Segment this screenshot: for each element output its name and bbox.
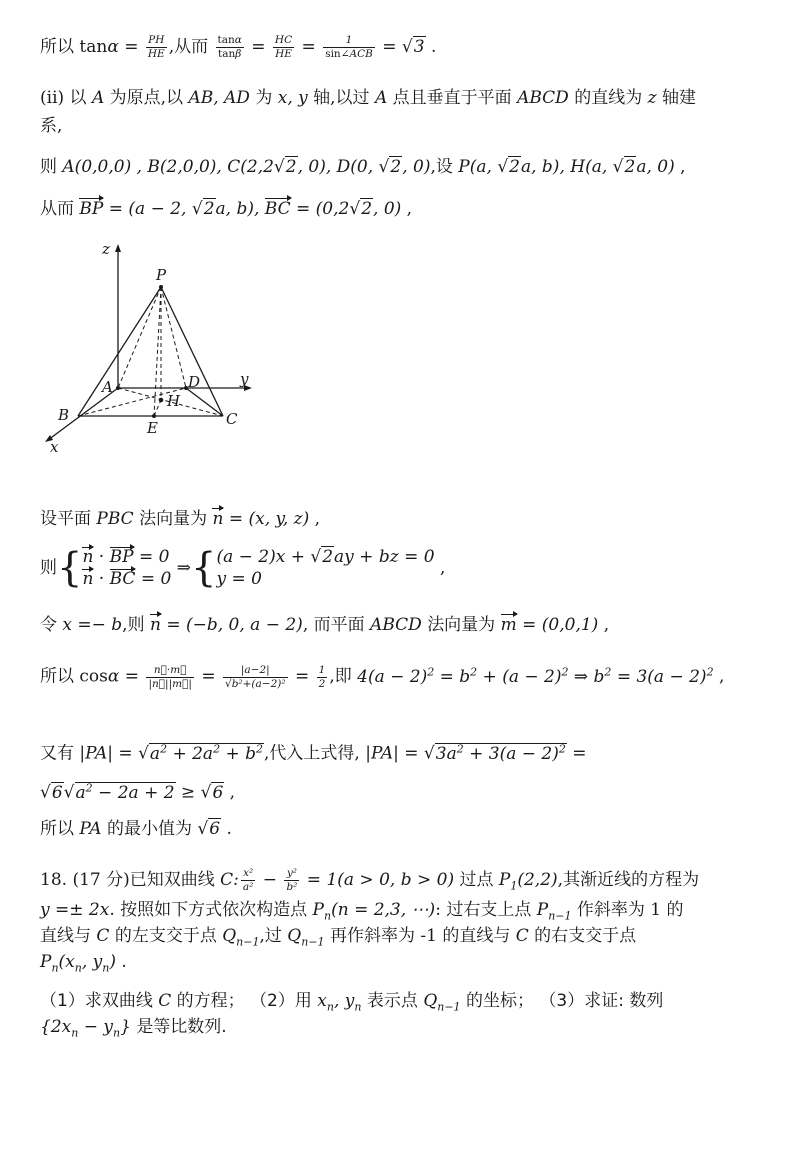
- brace-left-2: {: [190, 545, 217, 591]
- edge-cd: [186, 388, 223, 416]
- point-h: [159, 398, 164, 403]
- q18-line-4: $P_n(x_n$, $y_n$) .: [40, 952, 127, 975]
- cos-line: 所以 cosα = $\frac{n⃗\cdot m⃗}{|n⃗||m⃗|}$ = $\frac{|a-2|}{\text{√b²+(a−2)²}}$ = $\frac{1}{2}$ ,即 $4(a - 2)^2 = b^2 + (a - 2)^2$ ⇒ $b^2 = 3(a - 2)^2$ ,: [40, 663, 725, 690]
- text-q18-slope-neg: 再作斜率为 -1 的直线与: [329, 926, 511, 946]
- edge-pd: [161, 287, 186, 388]
- text-q18-part3: （3）求证: 数列: [539, 991, 664, 1011]
- point-e: [152, 414, 156, 418]
- math-tan: tanα: [79, 37, 119, 57]
- text-plane-prefix: 设平面: [40, 509, 91, 529]
- text-q18-pass: 过点: [459, 870, 494, 890]
- text-q18-part2c: 的坐标；: [465, 991, 534, 1011]
- label-e: E: [147, 419, 158, 437]
- text-ii-sys: 系,: [40, 116, 63, 136]
- min-line: 所以 PA 的最小值为 √6 .: [40, 819, 232, 839]
- text-q18-left: 的左支交于点: [114, 926, 217, 946]
- point-a: [116, 386, 120, 390]
- text-ii-axes: 为: [255, 88, 273, 108]
- text-from-then: 从而: [40, 199, 74, 219]
- text-also: 又有: [40, 743, 74, 764]
- text-min-mid: 的最小值为: [106, 819, 192, 839]
- text-q18-slope1: 作斜率为 1 的: [576, 900, 684, 920]
- label-p: P: [156, 266, 167, 284]
- label-y: y: [240, 370, 249, 388]
- text-q18-part1: （1）求双曲线: [40, 991, 153, 1011]
- text-min-prefix: 所以: [40, 819, 74, 839]
- text-hence: ,从而: [168, 37, 209, 57]
- text-so-2: 所以: [40, 666, 74, 687]
- label-x: x: [50, 438, 59, 455]
- frac-sin: $\frac{1}{\text{sin∠ACB}}$: [325, 34, 373, 60]
- ii-line-2: [40, 114, 62, 138]
- text-ii-perp: 点且垂直于平面: [392, 88, 512, 108]
- coords-line: 则 A(0,0,0) , B(2,0,0), C(2,2√2, 0), D(0, √2, 0),设 P(a, √2a, b), H(a, √2a, 0) ,: [40, 157, 686, 177]
- vectors-line: 从而 BP = (a − 2, √2a, b), BC = (0,2√2, 0) ,: [40, 199, 413, 219]
- label-h: H: [167, 392, 181, 410]
- text-ie: ,即: [329, 666, 352, 687]
- text-then-2: 则: [40, 558, 57, 578]
- q18-parts-line-2: $\{2x_n - y_n\}$ 是等比数列.: [40, 1017, 227, 1040]
- pyramid-figure: [40, 240, 280, 455]
- point-p: [159, 285, 163, 289]
- frac-tan-ratio: $\frac{\tan\alpha}{\tan\beta}$: [217, 34, 242, 60]
- text-q18-right2: 的右支交于点: [534, 926, 637, 946]
- q18-line-1: 18. (17 分)已知双曲线 C: $\frac{\text{x²}}{\text{a²}}$ − $\frac{\text{y²}}{\text{b²}}$ = 1(a > 0, b > 0) 过点 $P_1(2,2)$,其渐近线的方程为: [40, 867, 700, 893]
- sqrt-3: √3: [401, 37, 425, 57]
- system-line: 则{n · BP = 0 n · BC = 0 ⇒{(a − 2)x + √2ay + bz = 0 y = 0 ,: [40, 545, 446, 591]
- frac-hc-he: $\frac{HC}{HE}$: [274, 34, 293, 60]
- text-ii-axisword: 轴,以过: [313, 88, 370, 108]
- text-set-p: ,设: [430, 157, 453, 177]
- text-ii-origin: 为原点,以: [109, 88, 184, 108]
- text-q18-head: 18. (17 分)已知双曲线: [40, 870, 215, 890]
- system-1: n · BP = 0 n · BC = 0: [82, 547, 172, 589]
- label-d: D: [188, 373, 201, 391]
- text-q18-part2b: 表示点: [366, 991, 418, 1011]
- text-and-plane: , 而平面: [302, 615, 365, 635]
- ii-line-1: (ii) 以 A 为原点,以 AB, AD 为 x, y 轴,以过 A 点且垂直于平面 ABCD 的直线为 z 轴建: [40, 88, 696, 108]
- edge-pa: [118, 287, 161, 388]
- brace-left-1: {: [57, 545, 83, 591]
- frac-abs: $\frac{|a-2|}{\text{√b²+(a−2)²}}$: [224, 663, 286, 690]
- plane-normal-line: 设平面 PBC 法向量为 n = (x, y, z) ,: [40, 509, 321, 529]
- edge-pe: [154, 287, 161, 416]
- text-then: 则: [40, 157, 57, 177]
- q18-line-3: 直线与 C 的左支交于点 $Q_{n-1}$,过 $Q_{n-1}$ 再作斜率为 -1 的直线与 C 的右支交于点: [40, 926, 637, 949]
- text-q18-part1b: 的方程；: [176, 991, 245, 1011]
- frac-ph-he: $\frac{PH}{HE}$: [147, 34, 165, 60]
- tan-alpha-line: 所以 tanα = $\frac{PH}{HE}$ ,从而 $\frac{\tan\alpha}{\tan\beta}$ = $\frac{HC}{HE}$ = $\frac{1}{\text{sin∠ACB}}$ = √3 .: [40, 34, 437, 60]
- text-substitute: ,代入上式得,: [264, 743, 360, 764]
- q18-parts-line: （1）求双曲线 C 的方程； （2）用 $x_n$, $y_n$ 表示点 $Q_{n-1}$ 的坐标； （3）求证: 数列: [40, 991, 664, 1014]
- pa-line-2: $√6√a^2 - 2a + 2 \ge √6$ ,: [40, 781, 236, 803]
- text-ii-build: 轴建: [661, 88, 696, 108]
- label-b: B: [58, 406, 70, 424]
- let-line: 令 x =− b,则 n = (−b, 0, a − 2), 而平面 ABCD 法向量为 m = (0,0,1) ,: [40, 615, 610, 635]
- frac-half: $\frac{1}{2}$: [318, 663, 326, 690]
- system-2: (a − 2)x + √2ay + bz = 0 y = 0: [216, 547, 435, 589]
- text-q18-asym: ,其渐近线的方程为: [557, 870, 700, 890]
- text-q18-method: . 按照如下方式依次构造点: [109, 900, 308, 920]
- text-ii-zaxis: 的直线为: [574, 88, 643, 108]
- frac-dot: $\frac{n⃗\cdot m⃗}{|n⃗||m⃗|}$: [148, 663, 192, 690]
- text-q18-right: : 过右支上点: [435, 900, 532, 920]
- text-so: 所以: [40, 37, 74, 57]
- z-arrow-icon: [115, 244, 121, 252]
- q18-line-2: y =± 2x. 按照如下方式依次构造点 $P_n(n = 2,3$, ⋯): 过右支上点 $P_{n-1}$ 作斜率为 1 的: [40, 900, 684, 923]
- label-z: z: [102, 240, 110, 258]
- text-q18-part2: （2）用: [250, 991, 312, 1011]
- label-c: C: [226, 410, 238, 428]
- pa-line: 又有 $|PA| = √a^2 + 2a^2 + b^2$,代入上式得, $|PA| = √3a^2 + 3(a - 2)^2$ =: [40, 742, 587, 764]
- text-q18-part3b: 是等比数列.: [136, 1017, 227, 1037]
- text-ii-prefix: (ii) 以: [40, 88, 87, 108]
- text-then2: ,则: [122, 615, 145, 635]
- text-q18-again: ,过: [259, 926, 282, 946]
- text-normal-is: 法向量为: [427, 615, 496, 635]
- text-let: 令: [40, 615, 57, 635]
- text-plane-mid: 法向量为: [139, 509, 208, 529]
- text-q18-line3a: 直线与: [40, 926, 91, 946]
- label-a: A: [102, 378, 113, 396]
